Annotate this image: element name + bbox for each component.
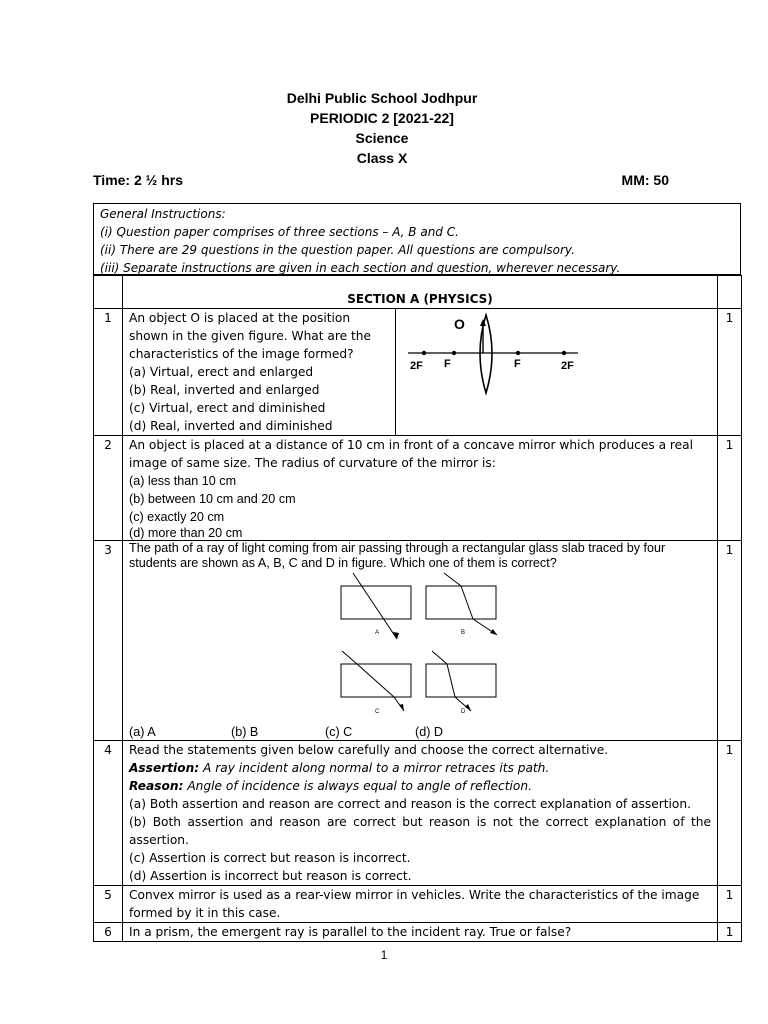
section-header-row xyxy=(94,276,742,309)
section-title: SECTION A (PHYSICS) xyxy=(123,276,718,309)
exam-header xyxy=(0,88,768,168)
time-marks-row xyxy=(93,172,669,192)
general-instructions xyxy=(93,203,741,275)
question-row xyxy=(94,541,742,741)
question-text: Convex mirror is used as a rear-view mirror in vehicles. Write the characteristics of the image formed by it in this case. xyxy=(123,886,718,923)
option: (b) Real, inverted and enlarged xyxy=(129,383,320,397)
question-table xyxy=(93,275,742,942)
option: (c) exactly 20 cm xyxy=(129,510,225,524)
page-number: 1 xyxy=(380,948,388,962)
question-marks: 1 xyxy=(718,541,742,741)
lens-shape xyxy=(480,315,492,393)
option: (a) A xyxy=(129,725,156,739)
option: (c) Virtual, erect and diminished xyxy=(129,401,326,415)
time-allowed: Time: 2 ½ hrs xyxy=(93,172,184,188)
instruction-item: (iii) Separate instructions are given in each section and question, wherever necessary. xyxy=(100,261,621,275)
question-marks: 1 xyxy=(718,309,742,436)
option: (d) more than 20 cm xyxy=(129,526,243,540)
exam-title: PERIODIC 2 [2021-22] xyxy=(310,110,454,126)
question-text: Read the statements given below carefully and choose the correct alternative. xyxy=(129,743,609,757)
question-number: 5 xyxy=(94,886,123,923)
object-label: O xyxy=(454,316,465,332)
svg-text:2F: 2F xyxy=(561,360,574,372)
svg-text:D: D xyxy=(461,709,466,715)
svg-text:B: B xyxy=(461,630,466,636)
question-number: 1 xyxy=(94,309,123,436)
question-text-cell xyxy=(123,436,718,541)
option: (b) Both assertion and reason are correct but reason is not the correct explanation of the assertion. xyxy=(129,815,711,847)
question-row xyxy=(94,886,742,923)
school-name: Delhi Public School Jodhpur xyxy=(286,90,478,106)
option: (d) D xyxy=(415,725,443,739)
question-row xyxy=(94,741,742,886)
svg-text:A: A xyxy=(375,630,380,636)
question-row xyxy=(94,436,742,541)
question-text: An object O is placed at the position shown in the given figure. What are the characteristics of the image formed? xyxy=(129,311,371,361)
instruction-item: (i) Question paper comprises of three sections – A, B and C. xyxy=(100,225,459,239)
instruction-item: (ii) There are 29 questions in the question paper. All questions are compulsory. xyxy=(100,243,575,257)
question-number: 2 xyxy=(94,436,123,541)
question-text-cell xyxy=(123,541,718,741)
question-marks: 1 xyxy=(718,923,742,942)
class-name: Class X xyxy=(356,150,408,166)
option: (a) Both assertion and reason are correct and reason is the correct explanation of assertion. xyxy=(129,797,691,811)
question-text: The path of a ray of light coming from air passing through a rectangular glass slab traced by four students are shown as A, B, C and D in figure. Which one of them is correct? xyxy=(129,541,666,570)
option: (a) less than 10 cm xyxy=(129,474,237,488)
question-marks: 1 xyxy=(718,436,742,541)
lens-figure-cell xyxy=(396,309,718,436)
option: (d) Assertion is incorrect but reason is correct. xyxy=(129,869,412,883)
options-row xyxy=(129,725,711,740)
svg-text:F: F xyxy=(514,358,521,370)
assertion: Assertion: A ray incident along normal to a mirror retraces its path. xyxy=(129,761,550,775)
question-marks: 1 xyxy=(718,886,742,923)
option: (d) Real, inverted and diminished xyxy=(129,419,333,433)
glass-slab-figure xyxy=(129,571,729,721)
svg-text:2F: 2F xyxy=(410,360,423,372)
question-marks: 1 xyxy=(718,741,742,886)
max-marks: MM: 50 xyxy=(621,172,669,188)
subject-name: Science xyxy=(355,130,409,146)
question-row xyxy=(94,923,742,942)
reason: Reason: Angle of incidence is always equal to angle of reflection. xyxy=(129,779,532,793)
option: (b) B xyxy=(231,725,259,739)
instructions-title: General Instructions: xyxy=(100,207,226,221)
question-text-cell xyxy=(123,309,396,436)
question-text-cell xyxy=(123,741,718,886)
option: (a) Virtual, erect and enlarged xyxy=(129,365,314,379)
convex-lens-figure xyxy=(396,309,718,429)
question-number: 6 xyxy=(94,923,123,942)
question-text: In a prism, the emergent ray is parallel to the incident ray. True or false? xyxy=(123,923,718,942)
option: (b) between 10 cm and 20 cm xyxy=(129,492,296,506)
question-number: 3 xyxy=(94,541,123,741)
svg-text:F: F xyxy=(444,358,451,370)
question-text: An object is placed at a distance of 10 cm in front of a concave mirror which produces a real image of same size. The radius of curvature of the mirror is: xyxy=(129,438,694,470)
question-number: 4 xyxy=(94,741,123,886)
option: (c) C xyxy=(325,725,353,739)
option: (c) Assertion is correct but reason is incorrect. xyxy=(129,851,411,865)
question-row xyxy=(94,309,742,436)
svg-text:C: C xyxy=(375,709,380,715)
